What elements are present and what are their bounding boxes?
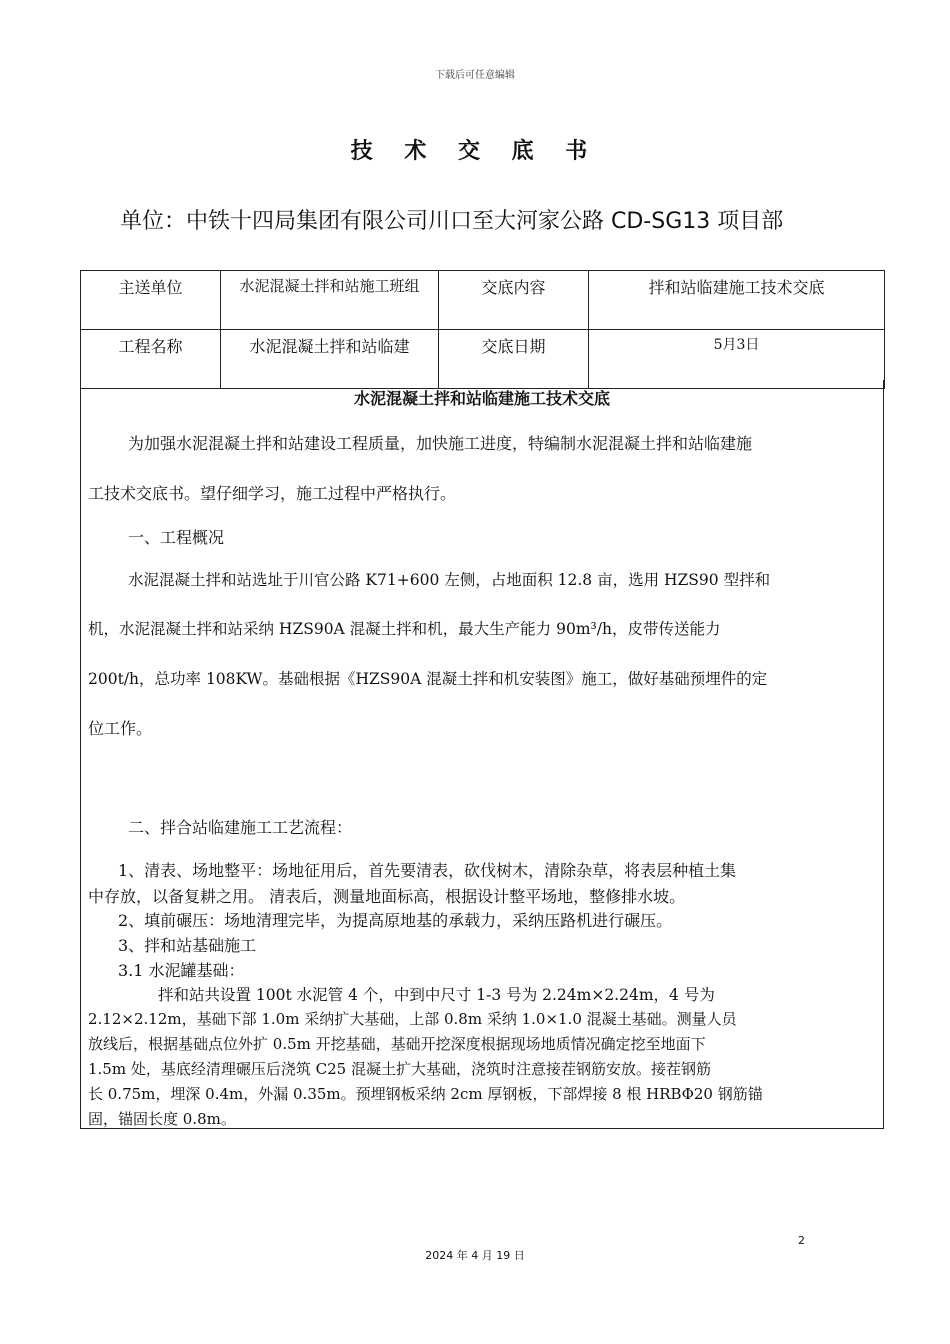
body-line: 长 0.75m，埋深 0.4m，外漏 0.35m。预埋钢板采纳 2cm 厚钢板，下部焊接 8 根 HRBΦ20 钢筋锚 (88, 1085, 763, 1103)
body-line: 二、拌合站临建施工工艺流程： (128, 818, 353, 837)
value-sender: 水泥混凝土拌和站施工班组 (221, 271, 439, 330)
label-content: 交底内容 (439, 271, 589, 330)
body-line: 工技术交底书。望仔细学习，施工过程中严格执行。 (88, 484, 457, 503)
body-line: 2.12×2.12m，基础下部 1.0m 采纳扩大基础，上部 0.8m 采纳 1.0×1.0 混凝土基础。测量人员 (88, 1010, 737, 1028)
info-table (80, 270, 885, 389)
value-project: 水泥混凝土拌和站临建 (221, 330, 439, 389)
body-line: 固，锚固长度 0.8m。 (88, 1110, 236, 1128)
label-sender: 主送单位 (81, 271, 221, 330)
body-line: 3.1 水泥罐基础： (118, 961, 245, 980)
value-content: 拌和站临建施工技术交底 (589, 271, 885, 330)
body-line: 为加强水泥混凝土拌和站建设工程质量，加快施工进度，特编制水泥混凝土拌和站临建施 (128, 434, 753, 453)
table-row (81, 271, 885, 330)
unit-line: 单位：中铁十四局集团有限公司川口至大河家公路 CD-SG13 项目部 (120, 209, 784, 234)
value-date: 5月3日 (589, 330, 885, 389)
label-date: 交底日期 (439, 330, 589, 389)
body-line: 2、填前碾压：场地清理完毕，为提高原地基的承载力，采纳压路机进行碾压。 (118, 911, 673, 930)
footer-date: 2024 年 4 月 19 日 (425, 1249, 525, 1262)
body-line: 200t/h，总功率 108KW。基础根据《HZS90A 混凝土拌和机安装图》施工，做好基础预埋件的定 (88, 670, 768, 688)
body-line: 3、拌和站基础施工 (118, 936, 257, 955)
body-line: 位工作。 (88, 719, 153, 738)
body-line: 拌和站共设置 100t 水泥管 4 个，中到中尺寸 1-3 号为 2.24m×2.24m，4 号为 (158, 986, 715, 1004)
section-title: 水泥混凝土拌和站临建施工技术交底 (353, 389, 610, 408)
body-line: 一、工程概况 (128, 528, 225, 547)
document-title: 技 术 交 底 书 (350, 139, 600, 164)
body-line: 1.5m 处，基底经清理碾压后浇筑 C25 混凝土扩大基础，浇筑时注意接茬钢筋安放。接茬钢筋 (88, 1060, 711, 1078)
page-number: 2 (798, 1234, 805, 1247)
body-line: 放线后，根据基础点位外扩 0.5m 开挖基础，基础开挖深度根据现场地质情况确定挖至地面下 (88, 1035, 706, 1053)
body-line: 机，水泥混凝土拌和站采纳 HZS90A 混凝土拌和机，最大生产能力 90m³/h，皮带传送能力 (88, 620, 721, 638)
header-note: 下载后可任意编辑 (435, 70, 515, 81)
label-project: 工程名称 (81, 330, 221, 389)
body-line: 水泥混凝土拌和站选址于川官公路 K71+600 左侧，占地面积 12.8 亩，选用 HZS90 型拌和 (128, 571, 771, 589)
body-line: 1、清表、场地整平：场地征用后，首先要清表，砍伐树木，清除杂草，将表层种植土集 (118, 861, 737, 880)
body-line: 中存放，以备复耕之用。 清表后，测量地面标高，根据设计整平场地，整修排水坡。 (88, 887, 686, 906)
